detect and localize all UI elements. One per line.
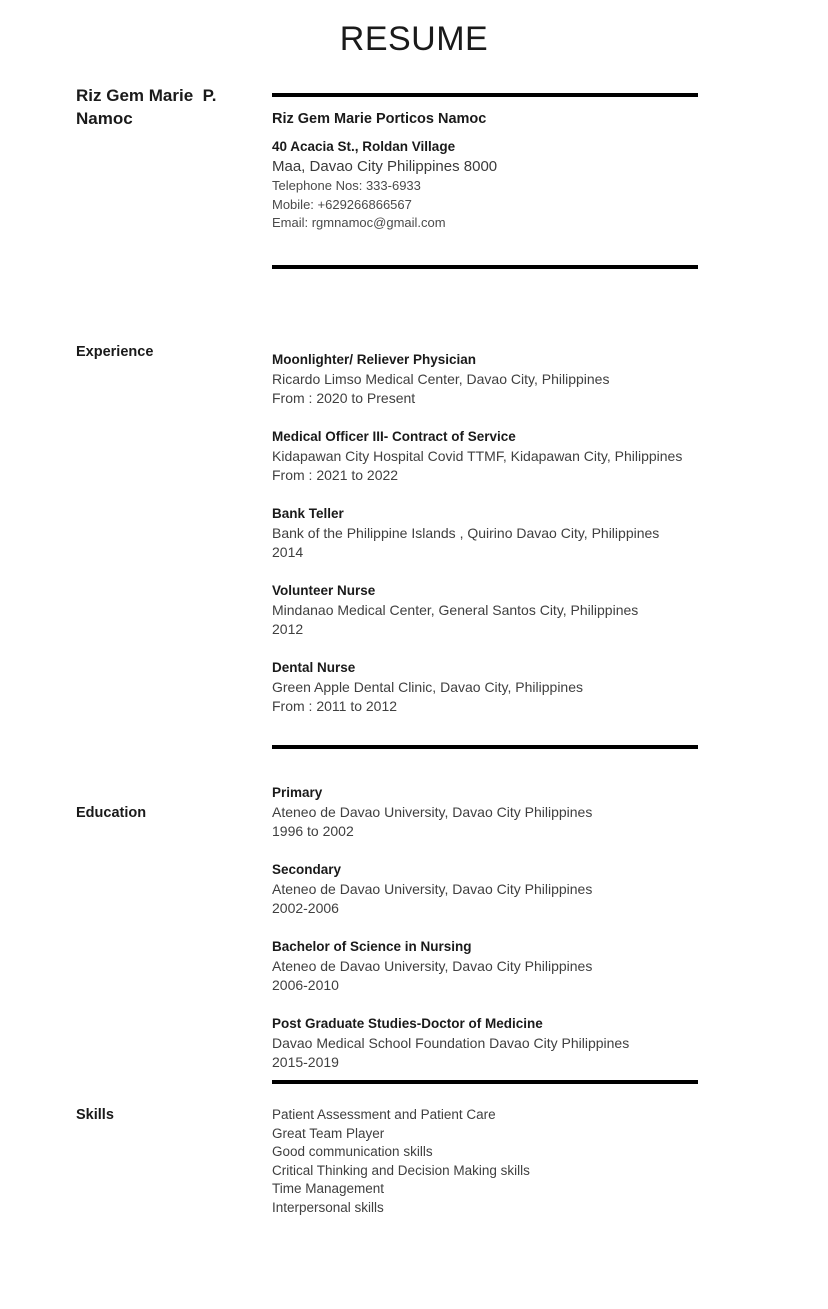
contact-telephone: Telephone Nos: 333-6933 <box>272 178 421 193</box>
sidebar-name: Riz Gem Marie P. Namoc <box>76 86 222 128</box>
entry-organization: Davao Medical School Foundation Davao City Philippines <box>272 1035 630 1051</box>
entry-title: Secondary <box>272 862 342 877</box>
experience-entry <box>272 350 698 408</box>
experience-list <box>272 350 698 716</box>
divider-education-skills <box>272 1080 698 1084</box>
list-item: Critical Thinking and Decision Making skills <box>272 1162 530 1178</box>
entry-organization: Mindanao Medical Center, General Santos City, Philippines <box>272 602 639 618</box>
entry-dates: 2006-2010 <box>272 977 339 993</box>
entry-title: Moonlighter/ Reliever Physician <box>272 352 477 367</box>
skills-list <box>272 1106 698 1217</box>
entry-dates: From : 2021 to 2022 <box>272 467 399 483</box>
page-title: RESUME <box>339 20 489 58</box>
entry-dates: 2002-2006 <box>272 900 339 916</box>
entry-dates: 1996 to 2002 <box>272 823 354 839</box>
entry-organization: Ricardo Limso Medical Center, Davao City, Philippines <box>272 371 610 387</box>
entry-organization: Ateneo de Davao University, Davao City Philippines <box>272 881 593 897</box>
divider-top <box>272 93 698 97</box>
experience-entry <box>272 427 698 485</box>
entry-title: Post Graduate Studies-Doctor of Medicine <box>272 1016 543 1031</box>
divider-contact-experience <box>272 265 698 269</box>
education-entry <box>272 860 698 918</box>
experience-entry <box>272 581 698 639</box>
list-item: Good communication skills <box>272 1144 433 1159</box>
experience-entry <box>272 504 698 562</box>
section-label-skills: Skills <box>76 1107 114 1123</box>
contact-email: Email: rgmnamoc@gmail.com <box>272 215 446 230</box>
education-entry <box>272 937 698 995</box>
entry-dates: From : 2011 to 2012 <box>272 698 398 714</box>
entry-dates: From : 2020 to Present <box>272 390 416 406</box>
list-item: Interpersonal skills <box>272 1199 384 1215</box>
entry-title: Bank Teller <box>272 506 344 521</box>
contact-block <box>272 110 698 233</box>
education-entry <box>272 1014 698 1072</box>
entry-dates: 2014 <box>272 544 304 560</box>
entry-organization: Bank of the Philippine Islands , Quirino Davao City, Philippines <box>272 525 660 541</box>
entry-organization: Green Apple Dental Clinic, Davao City, Philippines <box>272 679 584 695</box>
entry-title: Volunteer Nurse <box>272 583 376 598</box>
list-item: Time Management <box>272 1181 385 1196</box>
list-item: Patient Assessment and Patient Care <box>272 1107 496 1122</box>
entry-title: Dental Nurse <box>272 660 356 675</box>
section-label-experience: Experience <box>76 344 154 360</box>
experience-entry <box>272 658 698 716</box>
entry-title: Primary <box>272 785 323 800</box>
contact-address-line-2: Maa, Davao City Philippines 8000 <box>272 158 498 175</box>
entry-organization: Ateneo de Davao University, Davao City Philippines <box>272 804 593 820</box>
list-item: Great Team Player <box>272 1125 385 1141</box>
entry-title: Bachelor of Science in Nursing <box>272 939 472 954</box>
divider-experience-education <box>272 745 698 749</box>
section-label-education: Education <box>76 805 147 821</box>
entry-dates: 2015-2019 <box>272 1054 339 1070</box>
education-list <box>272 783 698 1072</box>
entry-organization: Ateneo de Davao University, Davao City Philippines <box>272 958 593 974</box>
entry-organization: Kidapawan City Hospital Covid TTMF, Kidapawan City, Philippines <box>272 448 683 464</box>
contact-address-line-1: 40 Acacia St., Roldan Village <box>272 139 456 154</box>
entry-title: Medical Officer III- Contract of Service <box>272 429 516 444</box>
contact-mobile: Mobile: +629266866567 <box>272 196 412 212</box>
entry-dates: 2012 <box>272 621 304 637</box>
education-entry <box>272 783 698 841</box>
contact-full-name: Riz Gem Marie Porticos Namoc <box>272 111 487 127</box>
